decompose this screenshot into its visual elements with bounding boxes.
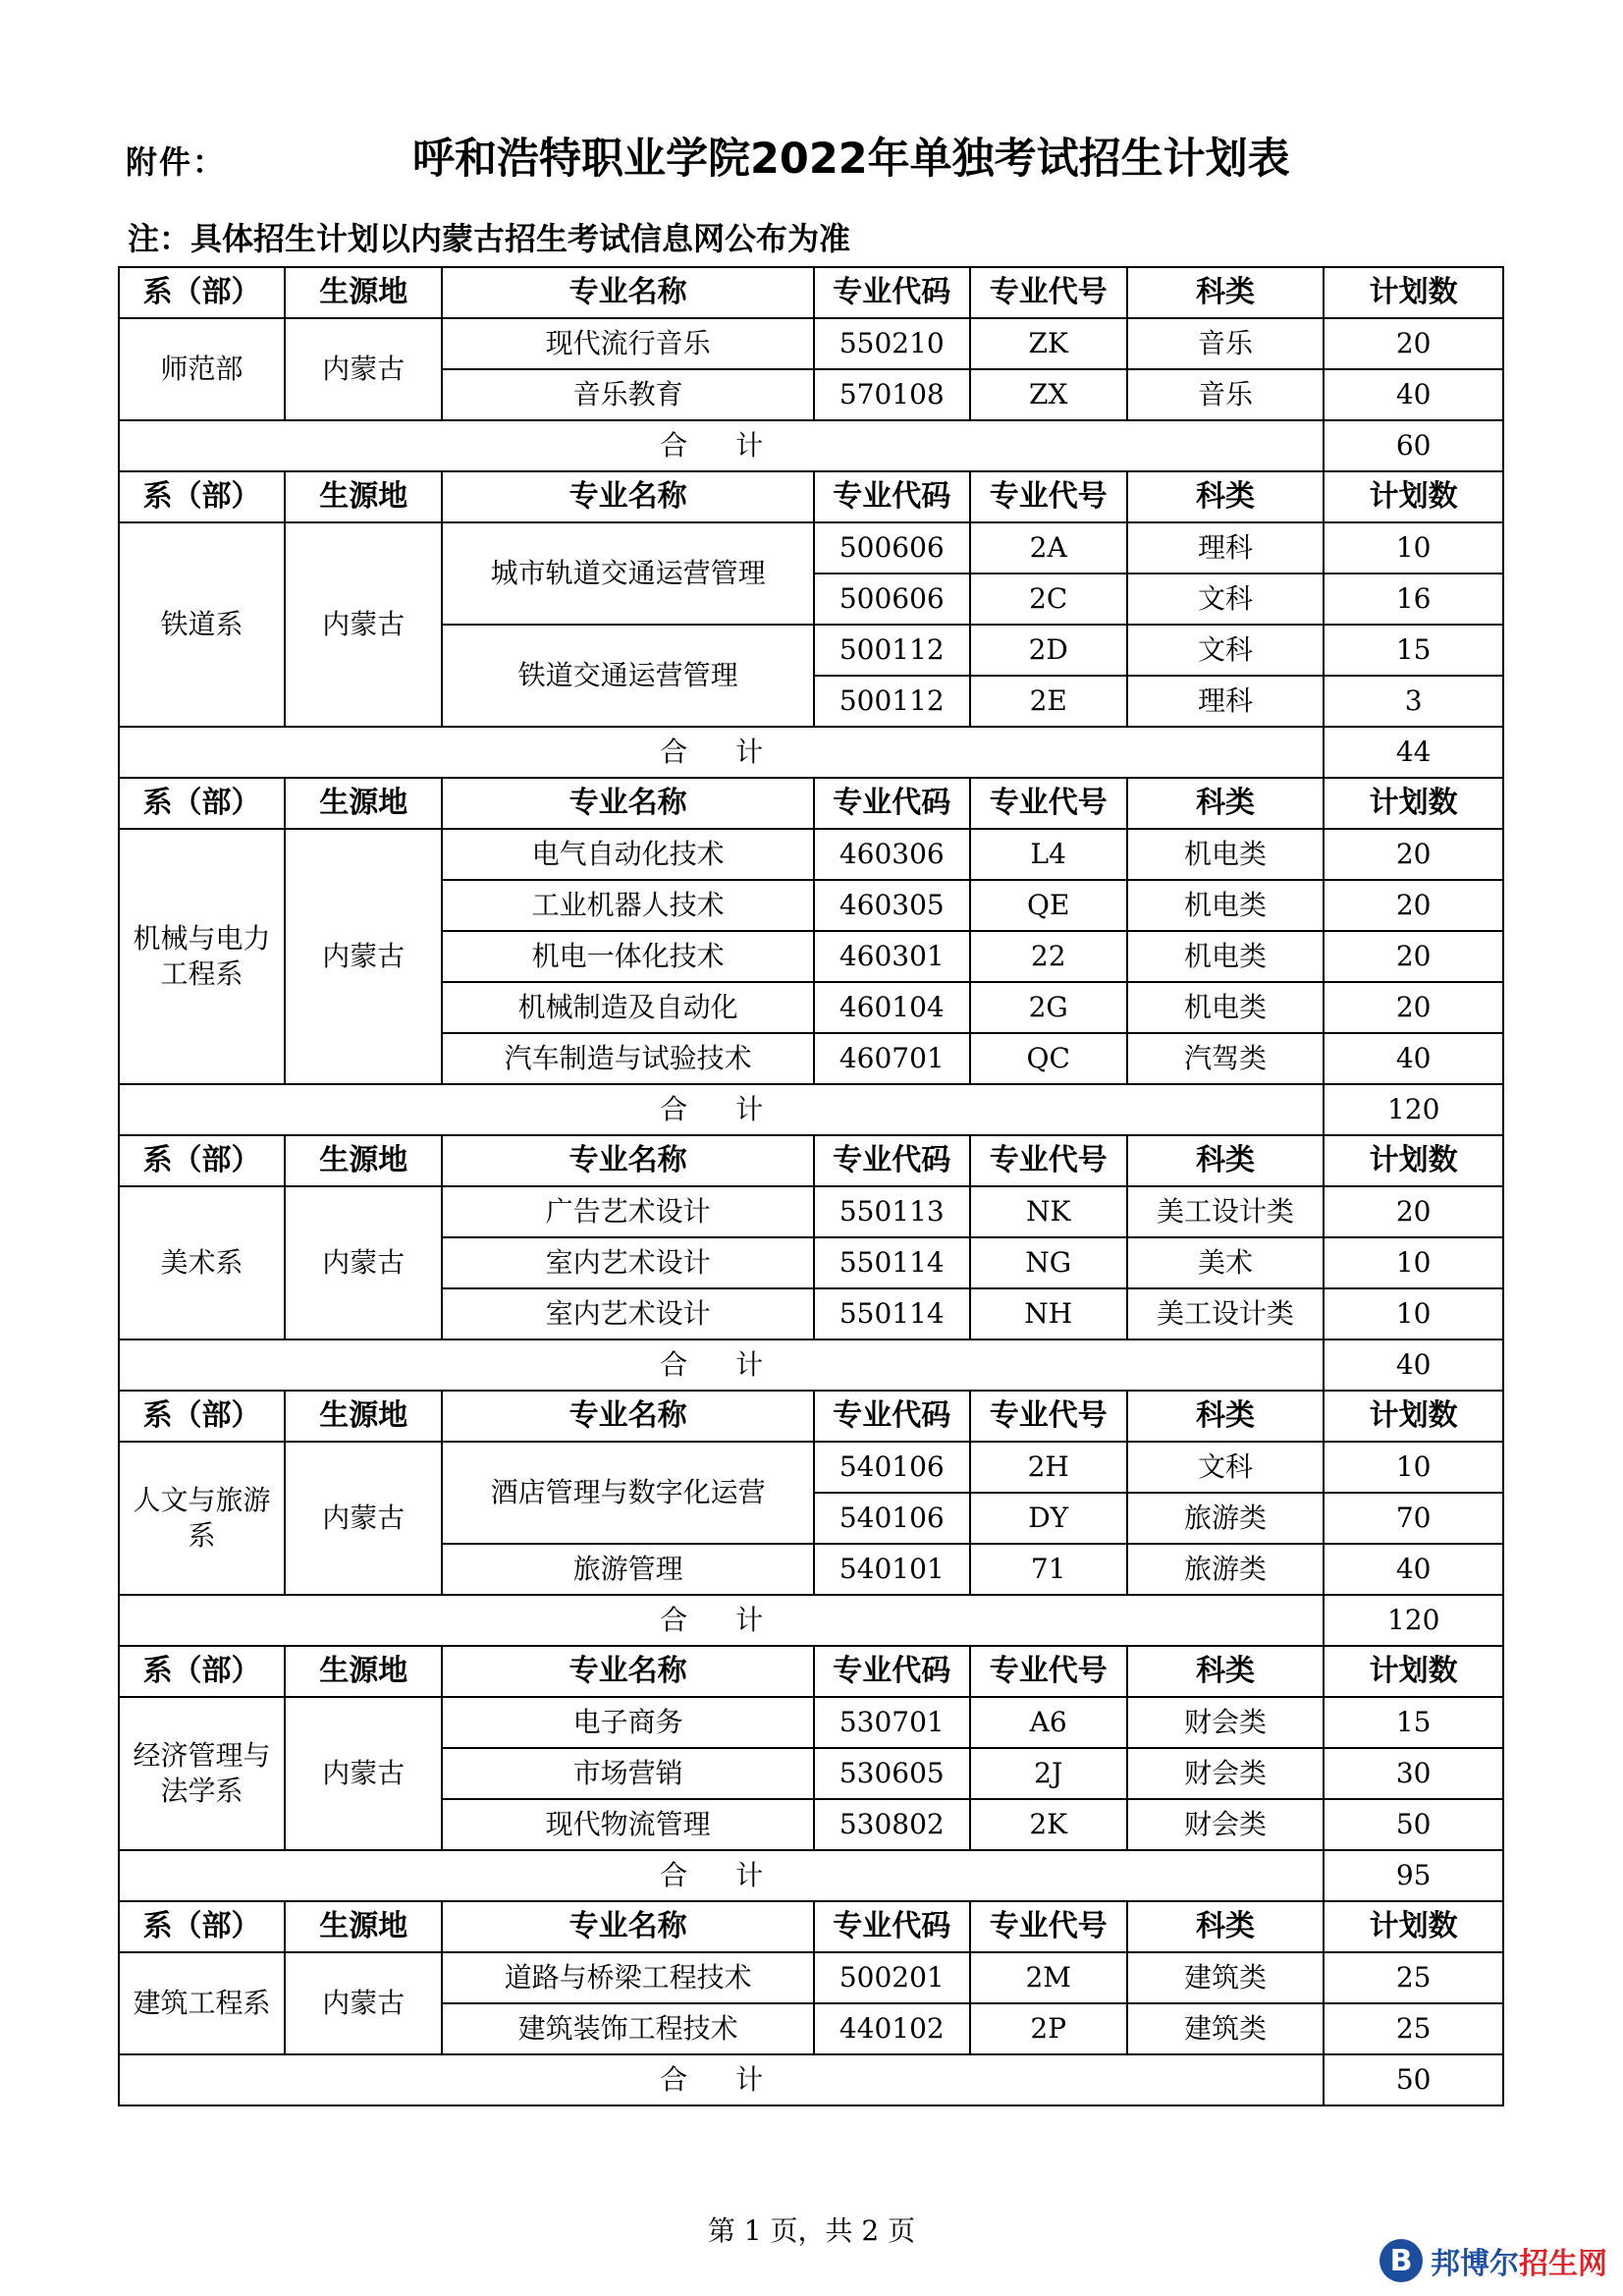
header-department: 系（部） [119,1646,285,1697]
total-value: 50 [1324,2054,1503,2105]
major-name-cell: 现代流行音乐 [442,318,814,369]
total-row [119,1084,1503,1135]
plan-count-cell: 20 [1324,318,1503,369]
header-region: 生源地 [285,471,442,522]
table-header-row [119,1391,1503,1442]
page-footer: 第 1 页，共 2 页 [707,2214,916,2247]
watermark-logo [1380,2239,1607,2282]
major-id-cell: QC [970,1033,1127,1084]
category-cell: 音乐 [1127,369,1325,420]
major-id-cell: NH [970,1288,1127,1339]
header-major-code: 专业代码 [814,1391,970,1442]
plan-count-cell: 20 [1324,829,1503,880]
header-major-id: 专业代号 [970,1646,1127,1697]
total-label: 合 计 [119,1595,1324,1646]
major-code-cell: 460701 [814,1033,970,1084]
header-category: 科类 [1127,1135,1325,1186]
total-row [119,1595,1503,1646]
major-code-cell: 500112 [814,676,970,727]
plan-count-cell: 20 [1324,931,1503,982]
category-cell: 财会类 [1127,1799,1325,1850]
category-cell: 文科 [1127,625,1325,676]
header-major-code: 专业代码 [814,778,970,829]
header-major-name: 专业名称 [442,471,814,522]
department-cell: 人文与旅游 系 [119,1442,285,1595]
major-code-cell: 500606 [814,574,970,625]
total-value: 44 [1324,727,1503,778]
major-code-cell: 440102 [814,2003,970,2054]
header-department: 系（部） [119,471,285,522]
major-name-cell: 机电一体化技术 [442,931,814,982]
major-id-cell: L4 [970,829,1127,880]
plan-count-cell: 15 [1324,625,1503,676]
header-major-code: 专业代码 [814,267,970,318]
plan-count-cell: 40 [1324,369,1503,420]
header-category: 科类 [1127,1646,1325,1697]
total-label: 合 计 [119,2054,1324,2105]
header-region: 生源地 [285,1135,442,1186]
total-value: 40 [1324,1339,1503,1391]
header-region: 生源地 [285,267,442,318]
header-major-id: 专业代号 [970,1391,1127,1442]
header-plan-count: 计划数 [1324,471,1503,522]
page-title: 呼和浩特职业学院2022年单独考试招生计划表 [412,135,1290,184]
plan-count-cell: 10 [1324,1442,1503,1493]
table-header-row [119,267,1503,318]
major-id-cell: 2G [970,982,1127,1033]
major-code-cell: 500606 [814,522,970,574]
watermark-brand-part1: 邦博尔 [1431,2247,1519,2281]
table-row [119,522,1503,574]
header-category: 科类 [1127,471,1325,522]
header-major-name: 专业名称 [442,778,814,829]
brand-b-icon: B [1380,2239,1423,2282]
note-text: 注：具体招生计划以内蒙古招生考试信息网公布为准 [128,220,851,257]
major-id-cell: 2C [970,574,1127,625]
header-major-name: 专业名称 [442,1391,814,1442]
header-region: 生源地 [285,1901,442,1952]
category-cell: 文科 [1127,1442,1325,1493]
category-cell: 机电类 [1127,880,1325,931]
header-plan-count: 计划数 [1324,1646,1503,1697]
header-major-name: 专业名称 [442,1901,814,1952]
major-name-cell: 汽车制造与试验技术 [442,1033,814,1084]
major-name-cell: 广告艺术设计 [442,1186,814,1237]
major-name-cell: 室内艺术设计 [442,1288,814,1339]
header-department: 系（部） [119,778,285,829]
header-major-id: 专业代号 [970,1135,1127,1186]
major-id-cell: 2K [970,1799,1127,1850]
major-code-cell: 530802 [814,1799,970,1850]
total-value: 120 [1324,1595,1503,1646]
plan-count-cell: 20 [1324,1186,1503,1237]
total-row [119,727,1503,778]
major-name-cell: 电气自动化技术 [442,829,814,880]
major-code-cell: 460301 [814,931,970,982]
header-major-id: 专业代号 [970,778,1127,829]
major-code-cell: 500112 [814,625,970,676]
major-name-cell: 酒店管理与数字化运营 [442,1442,814,1544]
table-body [119,267,1503,2105]
table-header-row [119,778,1503,829]
total-label: 合 计 [119,1084,1324,1135]
total-label: 合 计 [119,420,1324,471]
category-cell: 美工设计类 [1127,1186,1325,1237]
header-region: 生源地 [285,778,442,829]
department-cell: 师范部 [119,318,285,420]
region-cell: 内蒙古 [285,318,442,420]
table-row [119,318,1503,369]
plan-count-cell: 10 [1324,522,1503,574]
plan-count-cell: 10 [1324,1288,1503,1339]
major-name-cell: 道路与桥梁工程技术 [442,1952,814,2003]
major-id-cell: 2P [970,2003,1127,2054]
category-cell: 理科 [1127,676,1325,727]
header-major-name: 专业名称 [442,1135,814,1186]
total-row [119,1339,1503,1391]
category-cell: 机电类 [1127,982,1325,1033]
major-code-cell: 530701 [814,1697,970,1748]
major-id-cell: DY [970,1493,1127,1544]
region-cell: 内蒙古 [285,1186,442,1339]
plan-count-cell: 25 [1324,1952,1503,2003]
total-value: 95 [1324,1850,1503,1901]
header-department: 系（部） [119,1901,285,1952]
major-id-cell: ZX [970,369,1127,420]
major-name-cell: 旅游管理 [442,1544,814,1595]
major-id-cell: NK [970,1186,1127,1237]
major-code-cell: 500201 [814,1952,970,2003]
major-id-cell: 2J [970,1748,1127,1799]
category-cell: 建筑类 [1127,1952,1325,2003]
category-cell: 机电类 [1127,829,1325,880]
major-name-cell: 现代物流管理 [442,1799,814,1850]
major-id-cell: 2H [970,1442,1127,1493]
plan-count-cell: 15 [1324,1697,1503,1748]
department-cell: 建筑工程系 [119,1952,285,2054]
major-name-cell: 城市轨道交通运营管理 [442,522,814,625]
category-cell: 建筑类 [1127,2003,1325,2054]
table-header-row [119,1646,1503,1697]
major-code-cell: 570108 [814,369,970,420]
plan-count-cell: 50 [1324,1799,1503,1850]
plan-count-cell: 16 [1324,574,1503,625]
header-plan-count: 计划数 [1324,1901,1503,1952]
region-cell: 内蒙古 [285,829,442,1084]
watermark-text [1431,2239,1607,2282]
plan-count-cell: 70 [1324,1493,1503,1544]
plan-count-cell: 10 [1324,1237,1503,1288]
category-cell: 音乐 [1127,318,1325,369]
header-major-id: 专业代号 [970,1901,1127,1952]
category-cell: 理科 [1127,522,1325,574]
header-plan-count: 计划数 [1324,1135,1503,1186]
watermark-brand-part2: 招生网 [1519,2247,1607,2281]
header-major-id: 专业代号 [970,471,1127,522]
table-header-row [119,1901,1503,1952]
table-header-row [119,471,1503,522]
major-code-cell: 550114 [814,1237,970,1288]
category-cell: 财会类 [1127,1697,1325,1748]
total-label: 合 计 [119,727,1324,778]
header-major-code: 专业代码 [814,1135,970,1186]
major-id-cell: 2D [970,625,1127,676]
major-name-cell: 建筑装饰工程技术 [442,2003,814,2054]
major-id-cell: 2A [970,522,1127,574]
header-category: 科类 [1127,1391,1325,1442]
major-name-cell: 室内艺术设计 [442,1237,814,1288]
category-cell: 旅游类 [1127,1544,1325,1595]
header-major-code: 专业代码 [814,471,970,522]
header-region: 生源地 [285,1391,442,1442]
major-name-cell: 铁道交通运营管理 [442,625,814,727]
major-id-cell: 2E [970,676,1127,727]
category-cell: 美工设计类 [1127,1288,1325,1339]
attachment-label: 附件： [126,143,227,181]
plan-count-cell: 20 [1324,880,1503,931]
total-label: 合 计 [119,1339,1324,1391]
department-cell: 经济管理与 法学系 [119,1697,285,1850]
header-category: 科类 [1127,1901,1325,1952]
region-cell: 内蒙古 [285,522,442,727]
plan-count-cell: 40 [1324,1544,1503,1595]
total-value: 60 [1324,420,1503,471]
table-row [119,829,1503,880]
header-region: 生源地 [285,1646,442,1697]
header-category: 科类 [1127,778,1325,829]
major-id-cell: ZK [970,318,1127,369]
table-row [119,1952,1503,2003]
major-code-cell: 460104 [814,982,970,1033]
major-id-cell: A6 [970,1697,1127,1748]
major-code-cell: 540101 [814,1544,970,1595]
header-major-code: 专业代码 [814,1646,970,1697]
plan-count-cell: 25 [1324,2003,1503,2054]
category-cell: 美术 [1127,1237,1325,1288]
major-code-cell: 550210 [814,318,970,369]
category-cell: 旅游类 [1127,1493,1325,1544]
table-row [119,1697,1503,1748]
header-plan-count: 计划数 [1324,1391,1503,1442]
plan-count-cell: 3 [1324,676,1503,727]
major-id-cell: 71 [970,1544,1127,1595]
major-code-cell: 550113 [814,1186,970,1237]
header-major-id: 专业代号 [970,267,1127,318]
major-code-cell: 460305 [814,880,970,931]
major-name-cell: 市场营销 [442,1748,814,1799]
major-name-cell: 音乐教育 [442,369,814,420]
major-id-cell: 2M [970,1952,1127,2003]
major-name-cell: 机械制造及自动化 [442,982,814,1033]
total-row [119,2054,1503,2105]
header-department: 系（部） [119,1135,285,1186]
header-major-name: 专业名称 [442,267,814,318]
major-name-cell: 工业机器人技术 [442,880,814,931]
total-row [119,1850,1503,1901]
category-cell: 机电类 [1127,931,1325,982]
region-cell: 内蒙古 [285,1442,442,1595]
header-plan-count: 计划数 [1324,778,1503,829]
category-cell: 汽驾类 [1127,1033,1325,1084]
header-major-name: 专业名称 [442,1646,814,1697]
total-row [119,420,1503,471]
total-label: 合 计 [119,1850,1324,1901]
major-code-cell: 550114 [814,1288,970,1339]
enrollment-plan-table [118,266,1504,2106]
region-cell: 内蒙古 [285,1697,442,1850]
major-id-cell: NG [970,1237,1127,1288]
major-id-cell: QE [970,880,1127,931]
major-code-cell: 540106 [814,1442,970,1493]
category-cell: 文科 [1127,574,1325,625]
header-department: 系（部） [119,1391,285,1442]
department-cell: 机械与电力 工程系 [119,829,285,1084]
major-code-cell: 460306 [814,829,970,880]
plan-count-cell: 40 [1324,1033,1503,1084]
major-code-cell: 530605 [814,1748,970,1799]
table-row [119,1186,1503,1237]
total-value: 120 [1324,1084,1503,1135]
plan-count-cell: 30 [1324,1748,1503,1799]
department-cell: 铁道系 [119,522,285,727]
plan-count-cell: 20 [1324,982,1503,1033]
major-code-cell: 540106 [814,1493,970,1544]
region-cell: 内蒙古 [285,1952,442,2054]
major-name-cell: 电子商务 [442,1697,814,1748]
header-major-code: 专业代码 [814,1901,970,1952]
major-id-cell: 22 [970,931,1127,982]
header-department: 系（部） [119,267,285,318]
header-category: 科类 [1127,267,1325,318]
table-row [119,1442,1503,1493]
header-plan-count: 计划数 [1324,267,1503,318]
category-cell: 财会类 [1127,1748,1325,1799]
department-cell: 美术系 [119,1186,285,1339]
table-header-row [119,1135,1503,1186]
